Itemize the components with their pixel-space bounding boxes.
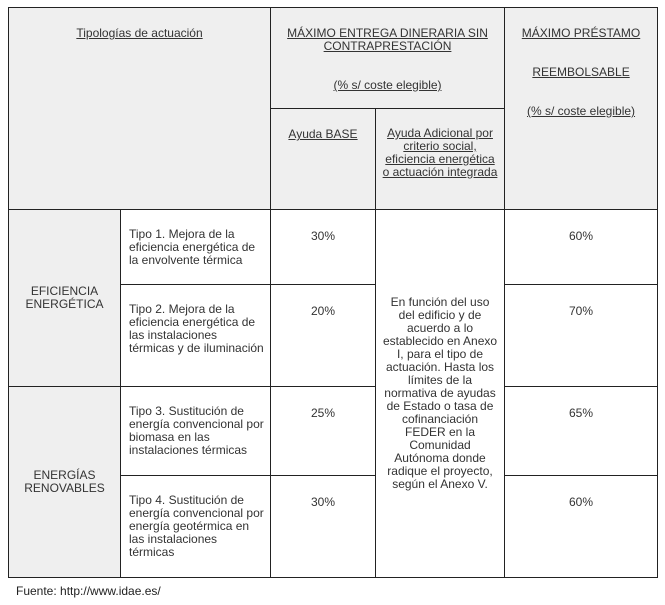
table-row xyxy=(9,210,658,285)
group-efficiency xyxy=(9,210,121,387)
base-aid-value: 20% xyxy=(271,285,376,387)
header-max-loan xyxy=(505,8,658,210)
header-additional-aid xyxy=(376,109,505,210)
header-max-loan-note: (% s/ coste elegible) xyxy=(526,104,636,118)
group-renewables xyxy=(9,387,121,578)
header-max-loan-line1: MÁXIMO PRÉSTAMO xyxy=(521,26,641,40)
header-base-aid-text: Ayuda BASE xyxy=(288,127,358,141)
header-max-grant-note: (% s/ coste elegible) xyxy=(333,78,442,92)
group-efficiency-line1: EFICIENCIA xyxy=(30,284,99,298)
header-max-loan-line2: REEMBOLSABLE xyxy=(532,65,630,79)
header-typologies xyxy=(9,8,271,210)
group-renewables-line1: ENERGÍAS xyxy=(33,468,96,482)
loan-value: 65% xyxy=(505,387,658,476)
additional-aid-text: En función del uso del edificio y de acuerdo a lo establecido en Anexo I, para el tipo de actuación. Hasta los límites de la normativa de ayudas de Estado o tasa de cofinanciación FEDER en la Comunidad Autónoma donde radique el proyecto, según el Anexo V. xyxy=(376,210,505,578)
loan-value: 70% xyxy=(505,285,658,387)
loan-value: 60% xyxy=(505,210,658,285)
type-description: Tipo 2. Mejora de la eficiencia energética de las instalaciones térmicas y de iluminación xyxy=(121,285,271,387)
header-typologies-text: Tipologías de actuación xyxy=(76,26,203,40)
header-additional-aid-text: Ayuda Adicional por criterio social, eficiencia energética o actuación integrada xyxy=(382,126,498,179)
type-description: Tipo 3. Sustitución de energía convencional por biomasa en las instalaciones térmicas xyxy=(121,387,271,476)
group-efficiency-line2: ENERGÉTICA xyxy=(25,297,104,311)
type-description: Tipo 4. Sustitución de energía convencional por energía geotérmica en las instalaciones térmicas xyxy=(121,476,271,578)
base-aid-value: 30% xyxy=(271,210,376,285)
header-max-grant-line2: CONTRAPRESTACIÓN xyxy=(323,39,452,53)
base-aid-value: 30% xyxy=(271,476,376,578)
table-row xyxy=(9,387,658,476)
header-max-grant-line1: MÁXIMO ENTREGA DINERARIA SIN xyxy=(287,26,488,40)
aid-table xyxy=(8,7,658,578)
group-renewables-line2: RENOVABLES xyxy=(24,481,105,495)
base-aid-value: 25% xyxy=(271,387,376,476)
source-note: Fuente: http://www.idae.es/ xyxy=(16,584,161,598)
header-max-grant xyxy=(271,8,505,109)
loan-value: 60% xyxy=(505,476,658,578)
header-base-aid xyxy=(271,109,376,210)
type-description: Tipo 1. Mejora de la eficiencia energética de la envolvente térmica xyxy=(121,210,271,285)
